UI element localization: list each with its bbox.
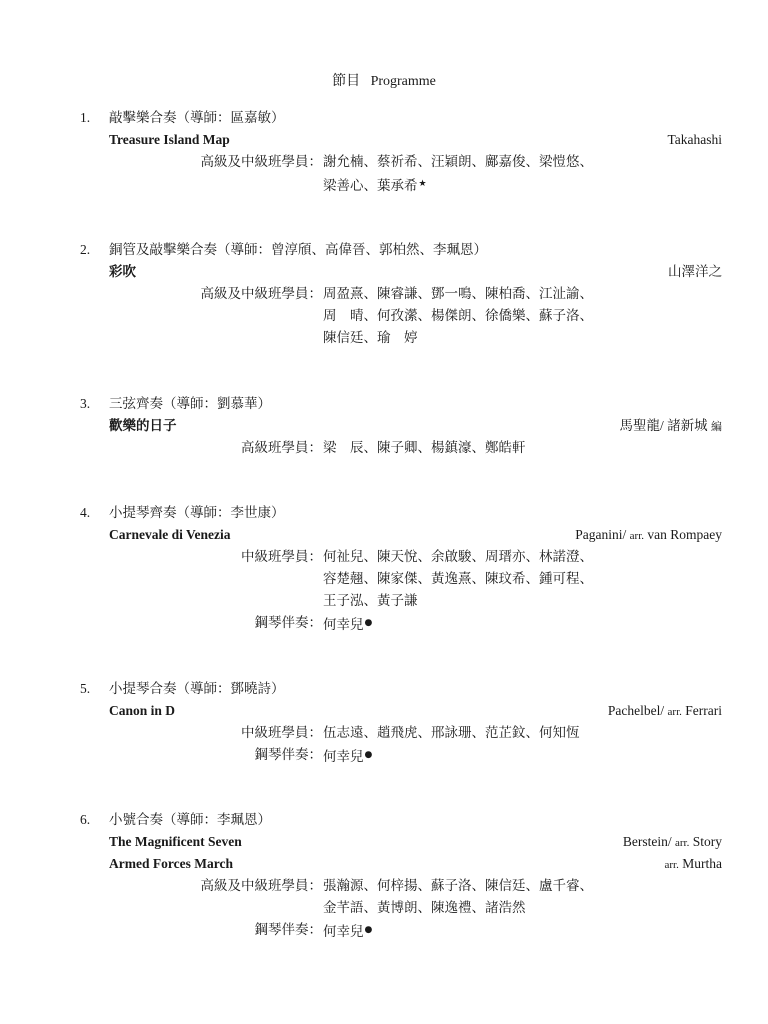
- composer-name: Pachelbel/: [607, 703, 665, 718]
- item-number: 4.: [80, 505, 91, 520]
- performer-label: 中級班學員：: [241, 725, 322, 741]
- accompanist-name-text: 何幸兒: [323, 617, 364, 633]
- composer: [623, 832, 722, 853]
- performer-names: 伍志遠、趙飛虎、邢詠珊、范芷鈫、何知恆: [323, 725, 580, 741]
- piece-title: Canon in D: [109, 703, 176, 718]
- item-number: 2.: [80, 242, 91, 257]
- performer-names: 容楚翹、陳家傑、黃逸熹、陳玟希、鍾可程、: [323, 571, 593, 587]
- accompanist-name: [323, 920, 372, 942]
- performer-names: [323, 174, 427, 196]
- arranger-name: Story: [692, 834, 722, 849]
- piece-title: The Magnificent Seven: [109, 834, 242, 849]
- composer: [575, 525, 722, 546]
- composer-name: Berstein/: [622, 834, 672, 849]
- item-heading: 銅管及敲擊樂合奏（導師：曾淳頎、高偉晉、郭柏然、李珮恩）: [109, 242, 487, 258]
- item-number: 6.: [80, 812, 91, 827]
- performer-names: 周 晴、何孜瀠、楊傑朗、徐僑樂、蘇子洛、: [323, 308, 593, 324]
- arr-mark: arr.: [664, 859, 679, 871]
- composer-name: Paganini/: [575, 527, 627, 542]
- performer-label: 高級班學員：: [241, 440, 322, 456]
- item-heading: 小提琴齊奏（導師：李世康）: [109, 505, 285, 521]
- arr-mark: arr.: [675, 837, 690, 849]
- piece-title: Carnevale di Venezia: [109, 527, 231, 542]
- arranged-mark: 編: [711, 421, 722, 433]
- arr-mark: arr.: [667, 706, 682, 718]
- item-number: 1.: [80, 110, 91, 125]
- accompanist-name: [323, 745, 372, 767]
- item-heading: 小提琴合奏（導師：鄧曉詩）: [109, 681, 285, 697]
- performer-label: 高級及中級班學員：: [200, 286, 322, 302]
- performer-names: 王子泓、黃子謙: [323, 593, 418, 609]
- performer-label: 高級及中級班學員：: [200, 878, 322, 894]
- item-number: 3.: [80, 396, 91, 411]
- accompanist-label: 鋼琴伴奏：: [254, 922, 322, 938]
- piece-title: 彩吹: [109, 264, 136, 279]
- item-heading: 三弦齊奏（導師：劉慕華）: [109, 396, 271, 412]
- performer-names: 陳信廷、瑜 婷: [323, 330, 418, 346]
- composer: 山澤洋之: [668, 264, 722, 279]
- performer-names-text: 梁善心、葉承希: [323, 178, 418, 194]
- item-heading: 敲擊樂合奏（導師：區嘉敏）: [109, 110, 285, 126]
- arranger-name: Ferrari: [685, 703, 722, 718]
- title-zh: 節目: [332, 73, 361, 89]
- composer: [619, 416, 722, 437]
- dot-mark: ●: [364, 618, 373, 628]
- performer-names: 周盈熹、陳睿謙、鄧一鳴、陳柏喬、江沚諭、: [323, 286, 593, 302]
- composer: Takahashi: [667, 132, 722, 147]
- item-heading: 小號合奏（導師：李珮恩）: [109, 812, 271, 828]
- accompanist-name-text: 何幸兒: [323, 924, 364, 940]
- star-mark: ★: [418, 179, 427, 189]
- performer-names: 謝允楠、蔡祈希、汪穎朗、鄺嘉俊、梁愷悠、: [323, 154, 593, 170]
- performer-names: 張瀚源、何梓揚、蘇子洛、陳信廷、盧千睿、: [323, 878, 593, 894]
- dot-mark: ●: [364, 750, 373, 760]
- item-number: 5.: [80, 681, 91, 696]
- performer-names: 何祉兒、陳天悅、余啟駿、周瑨亦、林諾澄、: [323, 549, 593, 565]
- composer-name: 馬聖龍/ 諸新城: [619, 418, 708, 433]
- performer-label: 高級及中級班學員：: [200, 154, 322, 170]
- performer-names: 梁 辰、陳子卿、楊鎮濠、鄭皓軒: [323, 440, 526, 456]
- performer-label: 中級班學員：: [241, 549, 322, 565]
- piece-title: 歡樂的日子: [109, 418, 177, 433]
- arranger-name: van Rompaey: [647, 527, 722, 542]
- accompanist-label: 鋼琴伴奏：: [254, 615, 322, 631]
- accompanist-name: [323, 613, 372, 635]
- accompanist-label: 鋼琴伴奏：: [254, 747, 322, 763]
- performer-names: 金芊語、黃博朗、陳逸禮、諸浩然: [323, 900, 526, 916]
- piece-title: Armed Forces March: [109, 856, 233, 871]
- page-title: [0, 71, 768, 92]
- arranger-name: Murtha: [682, 856, 722, 871]
- dot-mark: ●: [364, 925, 373, 935]
- composer: [608, 701, 722, 722]
- piece-title: Treasure Island Map: [109, 132, 230, 147]
- arr-mark: arr.: [629, 530, 645, 542]
- accompanist-name-text: 何幸兒: [323, 749, 364, 765]
- title-en: Programme: [370, 74, 436, 89]
- composer: [665, 854, 722, 875]
